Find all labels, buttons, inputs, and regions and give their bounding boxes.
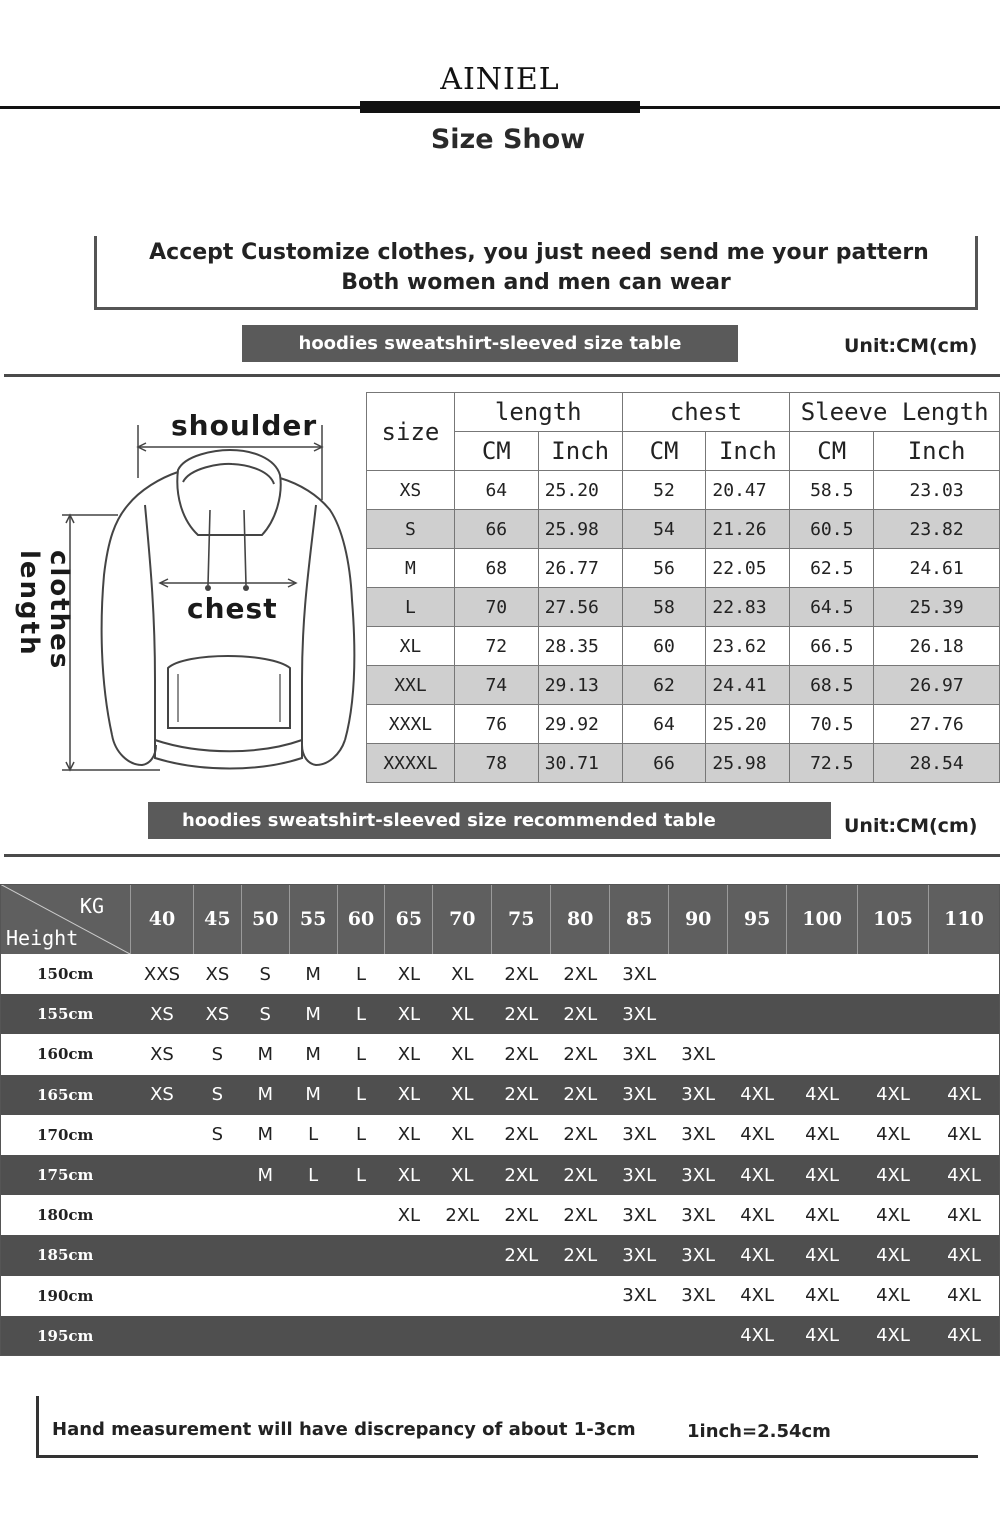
unit-header: Inch [706, 432, 790, 471]
recommended-size-cell: 4XL [876, 1285, 910, 1307]
measurement-cell: 28.35 [538, 627, 622, 666]
recommended-size-cell [385, 1235, 433, 1275]
recommended-size-cell [858, 994, 929, 1034]
recommended-size-cell: S [211, 1043, 224, 1065]
recommend-table-banner: hoodies sweatshirt-sleeved size recommended table [148, 802, 831, 839]
height-row [0, 1235, 1000, 1275]
recommended-size-cell: L [355, 1043, 367, 1065]
weight-header-cell: 55 [289, 884, 337, 954]
measurement-cell: 25.98 [706, 744, 790, 783]
shoulder-label: shoulder [171, 409, 318, 442]
recommended-size-cell: 4XL [728, 1155, 787, 1195]
recommended-size-cell [433, 1276, 492, 1316]
section-divider-1 [4, 374, 1000, 377]
recommended-size-cell [669, 1316, 728, 1356]
measurement-cell: 64 [622, 705, 706, 744]
size-row [367, 705, 1000, 744]
recommended-size-cell [385, 1316, 433, 1356]
recommended-size-cell: M [241, 1075, 289, 1115]
recommended-size-cell [337, 1195, 385, 1235]
recommended-size-cell: 2XL [563, 1043, 598, 1065]
recommended-size-cell: 4XL [928, 1316, 999, 1356]
height-label: Height [6, 926, 79, 950]
unit-header: CM [622, 432, 706, 471]
weight-header-cell: 60 [337, 884, 385, 954]
recommended-size-cell [241, 1235, 289, 1275]
measurement-cell: 62.5 [790, 549, 874, 588]
size-label-cell: XXL [367, 666, 455, 705]
recommended-size-cell: L [355, 1124, 367, 1146]
recommended-size-cell: 4XL [876, 1204, 910, 1226]
recommended-size-cell [669, 994, 728, 1034]
recommended-size-cell: L [337, 994, 385, 1034]
recommended-size-cell: XL [397, 963, 421, 985]
recommended-size-cell [728, 994, 787, 1034]
measurement-cell: 62 [622, 666, 706, 705]
height-row [0, 1316, 1000, 1356]
size-row [367, 744, 1000, 783]
recommended-size-cell: 4XL [787, 1235, 858, 1275]
recommended-size-cell: 4XL [740, 1285, 775, 1307]
height-label-cell: 165cm [0, 1075, 131, 1115]
weight-header-row [0, 884, 1000, 954]
recommended-size-cell [131, 1276, 194, 1316]
recommended-size-cell: 3XL [610, 1075, 669, 1115]
recommended-size-cell [193, 1155, 241, 1195]
recommended-size-cell: 2XL [563, 963, 598, 985]
size-label-cell: L [367, 588, 455, 627]
measurement-cell: 66.5 [790, 627, 874, 666]
measurement-cell: 58 [622, 588, 706, 627]
recommended-size-cell: 4XL [728, 1316, 787, 1356]
recommended-size-cell [928, 994, 999, 1034]
recommended-size-cell: S [193, 1075, 241, 1115]
height-label-cell: 160cm [37, 1045, 94, 1064]
recommended-size-cell [858, 954, 929, 994]
weight-header-cell: 40 [131, 884, 194, 954]
recommended-size-cell: XL [385, 1075, 433, 1115]
size-row [367, 549, 1000, 588]
height-row [0, 994, 1000, 1034]
measurement-cell: 28.54 [874, 744, 1000, 783]
recommended-size-cell [193, 1235, 241, 1275]
size-label-cell: XL [367, 627, 455, 666]
measurement-cell: 20.47 [706, 471, 790, 510]
recommended-size-cell [551, 1316, 610, 1356]
size-column-header: size [367, 393, 455, 471]
size-row [367, 510, 1000, 549]
recommended-size-cell: XL [397, 1204, 421, 1226]
recommended-size-cell [131, 1316, 194, 1356]
recommend-table [0, 884, 1000, 1356]
height-label-cell: 180cm [37, 1206, 94, 1225]
chest-label: chest [187, 592, 278, 625]
recommended-size-cell [669, 954, 728, 994]
recommended-size-cell [551, 1276, 610, 1316]
weight-header-cell: 90 [669, 884, 728, 954]
measurement-cell: 58.5 [790, 471, 874, 510]
recommended-size-cell: L [337, 1155, 385, 1195]
recommended-size-cell [131, 1235, 194, 1275]
weight-header-cell: 65 [385, 884, 433, 954]
measurement-cell: 54 [622, 510, 706, 549]
measurement-cell: 27.56 [538, 588, 622, 627]
weight-header-cell: 95 [728, 884, 787, 954]
measurement-cell: 68.5 [790, 666, 874, 705]
recommended-size-cell: 3XL [681, 1204, 716, 1226]
measurement-cell: 64.5 [790, 588, 874, 627]
size-label-cell: XS [367, 471, 455, 510]
recommended-size-cell: 2XL [504, 963, 539, 985]
weight-header-cell: 50 [241, 884, 289, 954]
recommended-size-cell: 4XL [858, 1155, 929, 1195]
recommend-table-unit: Unit:CM(cm) [844, 815, 978, 837]
recommended-size-cell: M [241, 1155, 289, 1195]
recommended-size-cell: S [211, 1124, 224, 1146]
recommended-size-cell: XS [205, 963, 230, 985]
recommended-size-cell: 3XL [622, 1204, 657, 1226]
recommended-size-cell: M [289, 1075, 337, 1115]
measurement-cell: 25.20 [538, 471, 622, 510]
unit-header: CM [454, 432, 538, 471]
recommended-size-cell [289, 1235, 337, 1275]
recommended-size-cell: M [305, 1043, 321, 1065]
recommended-size-cell: 4XL [805, 1285, 839, 1307]
height-row [0, 1034, 1000, 1074]
recommended-size-cell [492, 1316, 551, 1356]
recommended-size-cell: M [257, 1124, 274, 1146]
recommended-size-cell: 3XL [610, 1235, 669, 1275]
height-label-cell: 155cm [0, 994, 131, 1034]
recommended-size-cell: 2XL [492, 1235, 551, 1275]
measurement-cell: 23.82 [874, 510, 1000, 549]
notice-line-1: Accept Customize clothes, you just need send me your pattern [149, 240, 929, 265]
measurement-cell: 29.13 [538, 666, 622, 705]
height-row [0, 954, 1000, 994]
size-row [367, 627, 1000, 666]
recommended-size-cell: 2XL [492, 1155, 551, 1195]
recommended-size-cell: 2XL [492, 1075, 551, 1115]
measurement-cell: 74 [454, 666, 538, 705]
height-label-cell: 195cm [0, 1316, 131, 1356]
measurement-cell: 26.18 [874, 627, 1000, 666]
recommended-size-cell: XS [150, 1043, 174, 1065]
measurement-cell: 27.76 [874, 705, 1000, 744]
recommended-size-cell: 3XL [681, 1124, 716, 1146]
height-row [0, 1276, 1000, 1316]
size-label-cell: XXXL [367, 705, 455, 744]
recommended-size-cell [193, 1195, 241, 1235]
height-row [0, 1115, 1000, 1155]
recommended-size-cell: XL [433, 1075, 492, 1115]
section-divider-2 [4, 854, 1000, 857]
measurement-cell: 60 [622, 627, 706, 666]
height-label-cell: 150cm [37, 965, 94, 984]
sleeve-length-group-header: Sleeve Length [790, 393, 1000, 432]
recommended-size-cell: 4XL [728, 1235, 787, 1275]
measurement-cell: 23.62 [706, 627, 790, 666]
recommended-size-cell: XXS [143, 963, 181, 985]
weight-header-cell: 45 [193, 884, 241, 954]
recommended-size-cell: 4XL [740, 1204, 775, 1226]
height-label-cell: 185cm [0, 1235, 131, 1275]
measurement-cell: 78 [454, 744, 538, 783]
recommended-size-cell: 2XL [551, 1235, 610, 1275]
recommended-size-cell: 3XL [622, 1124, 657, 1146]
length-group-header: length [454, 393, 622, 432]
recommended-size-cell: 3XL [610, 1155, 669, 1195]
recommended-size-cell: S [241, 994, 289, 1034]
recommended-size-cell [131, 1155, 194, 1195]
recommended-size-cell [728, 954, 787, 994]
recommended-size-cell: 3XL [610, 994, 669, 1034]
recommended-size-cell: XL [451, 1124, 474, 1146]
measurement-cell: 30.71 [538, 744, 622, 783]
recommended-size-cell: 3XL [669, 1235, 728, 1275]
recommended-size-cell: L [337, 1075, 385, 1115]
notice-line-2: Both women and men can wear [341, 270, 731, 295]
measurement-cell: 24.41 [706, 666, 790, 705]
recommended-size-cell [787, 954, 858, 994]
recommended-size-cell [858, 1034, 929, 1074]
recommended-size-cell: S [259, 963, 271, 985]
measurement-cell: 60.5 [790, 510, 874, 549]
size-label-cell: M [367, 549, 455, 588]
recommended-size-cell: 3XL [622, 963, 657, 985]
recommended-size-cell [289, 1195, 337, 1235]
recommended-size-cell: M [289, 994, 337, 1034]
recommended-size-cell [289, 1316, 337, 1356]
recommended-size-cell: 4XL [728, 1075, 787, 1115]
recommended-size-cell: 4XL [858, 1316, 929, 1356]
measurement-cell: 56 [622, 549, 706, 588]
recommended-size-cell: 3XL [622, 1043, 657, 1065]
recommended-size-cell: 2XL [445, 1204, 480, 1226]
measurement-cell: 76 [454, 705, 538, 744]
weight-header-cell: 85 [610, 884, 669, 954]
page-subtitle: Size Show [430, 124, 586, 155]
measurement-cell: 66 [622, 744, 706, 783]
recommended-size-cell: 4XL [787, 1155, 858, 1195]
recommended-size-cell [928, 1034, 999, 1074]
recommended-size-cell: 2XL [551, 994, 610, 1034]
height-row [0, 1195, 1000, 1235]
chest-group-header: chest [622, 393, 790, 432]
measurement-cell: 29.92 [538, 705, 622, 744]
recommended-size-cell: XL [385, 994, 433, 1034]
size-table-unit: Unit:CM(cm) [844, 335, 978, 357]
recommended-size-cell [241, 1195, 289, 1235]
recommended-size-cell: L [308, 1124, 319, 1146]
recommended-size-cell: XL [385, 1155, 433, 1195]
recommended-size-cell [787, 994, 858, 1034]
weight-header-cell: 75 [492, 884, 551, 954]
measurement-cell: 26.97 [874, 666, 1000, 705]
unit-header: CM [790, 432, 874, 471]
measurement-cell: 22.05 [706, 549, 790, 588]
height-row [0, 1075, 1000, 1115]
measurement-cell: 70 [454, 588, 538, 627]
recommended-size-cell: 3XL [622, 1285, 657, 1307]
clothes-length-label: clothes length [14, 550, 74, 671]
recommended-size-cell [289, 1276, 337, 1316]
recommended-size-cell [492, 1276, 551, 1316]
recommended-size-cell: 4XL [928, 1235, 999, 1275]
recommended-size-cell: XL [433, 994, 492, 1034]
measurement-cell: 21.26 [706, 510, 790, 549]
recommended-size-cell: 4XL [787, 1075, 858, 1115]
recommended-size-cell: XS [131, 994, 194, 1034]
recommended-size-cell: 2XL [504, 1124, 539, 1146]
recommended-size-cell [193, 1276, 241, 1316]
measurement-cell: 72 [454, 627, 538, 666]
measurement-cell: 64 [454, 471, 538, 510]
recommended-size-cell: 2XL [563, 1204, 598, 1226]
recommended-size-cell: 2XL [563, 1124, 598, 1146]
recommended-size-cell: XL [433, 1155, 492, 1195]
measurement-note: Hand measurement will have discrepancy of about 1-3cm [52, 1419, 636, 1440]
recommended-size-cell: 4XL [947, 1204, 981, 1226]
header-accent-bar [360, 101, 640, 113]
recommended-size-cell: 4XL [740, 1124, 775, 1146]
recommended-size-cell: XL [397, 1124, 421, 1146]
height-label-cell: 190cm [37, 1286, 94, 1305]
recommended-size-cell: M [257, 1043, 274, 1065]
measurement-cell: 25.98 [538, 510, 622, 549]
recommended-size-cell: XS [193, 994, 241, 1034]
recommended-size-cell: 2XL [504, 1043, 539, 1065]
measurement-cell: 72.5 [790, 744, 874, 783]
recommended-size-cell: 3XL [669, 1155, 728, 1195]
brand-name: AINIEL [440, 62, 560, 97]
recommended-size-cell [610, 1316, 669, 1356]
recommended-size-cell [728, 1034, 787, 1074]
recommended-size-cell: M [305, 963, 321, 985]
size-table [366, 392, 1000, 783]
recommended-size-cell: 2XL [551, 1155, 610, 1195]
recommended-size-cell: 3XL [681, 1043, 716, 1065]
recommended-size-cell: XL [397, 1043, 421, 1065]
recommended-size-cell: XS [131, 1075, 194, 1115]
measurement-cell: 52 [622, 471, 706, 510]
recommended-size-cell [241, 1316, 289, 1356]
recommended-size-cell: L [289, 1155, 337, 1195]
recommended-size-cell: XL [451, 1043, 474, 1065]
measurement-cell: 23.03 [874, 471, 1000, 510]
weight-header-cell: 80 [551, 884, 610, 954]
measurement-cell: 70.5 [790, 705, 874, 744]
measurement-cell: 22.83 [706, 588, 790, 627]
recommended-size-cell: 2XL [492, 994, 551, 1034]
recommended-size-cell [241, 1276, 289, 1316]
recommended-size-cell: 4XL [805, 1204, 839, 1226]
unit-header: Inch [874, 432, 1000, 471]
recommended-size-cell: 4XL [928, 1075, 999, 1115]
recommended-size-cell: 4XL [947, 1124, 981, 1146]
height-label-cell: 175cm [0, 1155, 131, 1195]
weight-header-cell: 100 [787, 884, 858, 954]
unit-conversion: 1inch=2.54cm [687, 1421, 831, 1442]
recommended-size-cell [928, 954, 999, 994]
recommended-size-cell [433, 1235, 492, 1275]
weight-header-cell: 110 [928, 884, 999, 954]
weight-header-cell: 105 [858, 884, 929, 954]
size-table-banner: hoodies sweatshirt-sleeved size table [242, 325, 738, 362]
recommended-size-cell: 4XL [858, 1075, 929, 1115]
corner-cell [0, 884, 131, 954]
recommended-size-cell: 2XL [551, 1075, 610, 1115]
recommended-size-cell [787, 1034, 858, 1074]
recommended-size-cell: 2XL [504, 1204, 539, 1226]
measurement-cell: 25.20 [706, 705, 790, 744]
recommended-size-cell: 4XL [858, 1235, 929, 1275]
recommended-size-cell: 4XL [805, 1124, 839, 1146]
recommended-size-cell [385, 1276, 433, 1316]
recommended-size-cell: XL [451, 963, 474, 985]
recommended-size-cell: 4XL [876, 1124, 910, 1146]
recommended-size-cell [131, 1195, 194, 1235]
measurement-cell: 24.61 [874, 549, 1000, 588]
unit-header: Inch [538, 432, 622, 471]
height-row [0, 1155, 1000, 1195]
recommended-size-cell [337, 1235, 385, 1275]
recommended-size-cell: 3XL [681, 1285, 716, 1307]
weight-header-cell: 70 [433, 884, 492, 954]
recommended-size-cell: 4XL [928, 1155, 999, 1195]
size-label-cell: XXXXL [367, 744, 455, 783]
height-label-cell: 170cm [37, 1125, 94, 1144]
measurement-cell: 25.39 [874, 588, 1000, 627]
recommended-size-cell: 4XL [947, 1285, 981, 1307]
recommended-size-cell [131, 1115, 194, 1155]
measurement-cell: 68 [454, 549, 538, 588]
measurement-cell: 26.77 [538, 549, 622, 588]
size-row [367, 666, 1000, 705]
size-row [367, 588, 1000, 627]
recommended-size-cell [193, 1316, 241, 1356]
size-row [367, 471, 1000, 510]
recommended-size-cell [433, 1316, 492, 1356]
recommended-size-cell [337, 1276, 385, 1316]
measurement-cell: 66 [454, 510, 538, 549]
recommended-size-cell: 3XL [669, 1075, 728, 1115]
kg-label: KG [79, 894, 104, 918]
size-label-cell: S [367, 510, 455, 549]
recommended-size-cell [337, 1316, 385, 1356]
recommended-size-cell: L [355, 963, 367, 985]
recommended-size-cell: 4XL [787, 1316, 858, 1356]
